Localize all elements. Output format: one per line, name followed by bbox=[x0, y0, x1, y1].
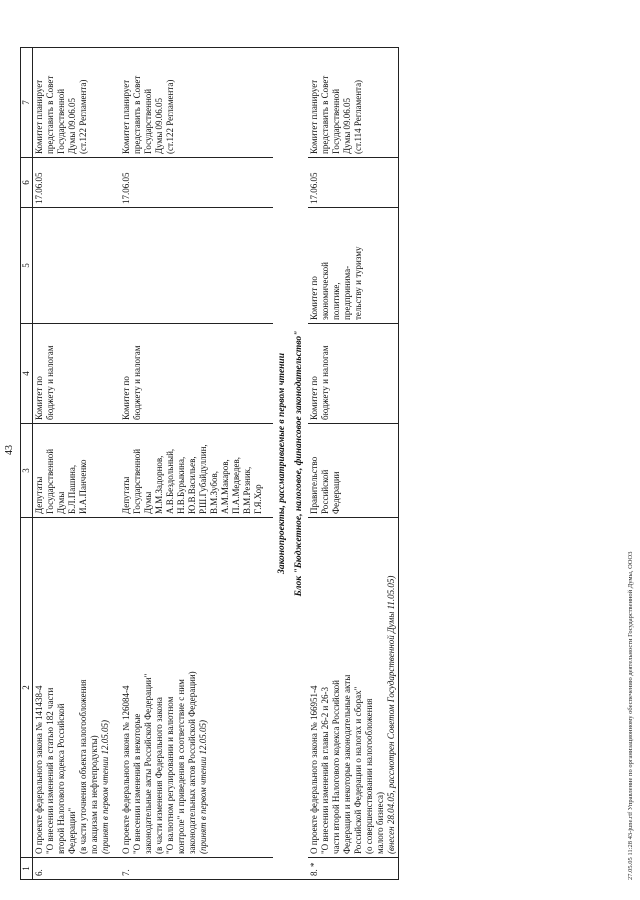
table-row bbox=[308, 48, 399, 880]
text-line: "О внесении изменений в главы 26-2 и 26-3 bbox=[320, 686, 330, 854]
text-line: (в части изменения Федерального закона bbox=[154, 697, 164, 854]
text-line: Государственной bbox=[331, 88, 341, 154]
text-line: представить в Совет bbox=[45, 75, 55, 154]
column-header: 6 bbox=[21, 158, 33, 208]
column-header: 7 bbox=[21, 48, 33, 158]
bill-description bbox=[308, 518, 399, 858]
text-line: законодательные акты Российской Федерации" bbox=[143, 673, 153, 854]
text-line: малого бизнеса) bbox=[375, 792, 385, 854]
column-number-row bbox=[21, 48, 33, 880]
text-line: (ст.122 Регламента) bbox=[165, 79, 175, 154]
row-number: 7. bbox=[120, 858, 265, 880]
table-row bbox=[33, 48, 113, 880]
bill-status-note: (принят в первом чтении 12.05.05) bbox=[100, 720, 110, 854]
bill-description bbox=[33, 518, 113, 858]
deadline-date: 17.06.05 bbox=[33, 158, 113, 208]
bill-status-note: (принят в первом чтении 12.05.05) bbox=[198, 720, 208, 854]
text-line: Государственной bbox=[56, 88, 66, 154]
text-line: Думы bbox=[56, 491, 66, 514]
text-line: Российской Федерации о налогах и сборах" bbox=[353, 686, 363, 854]
co-committee bbox=[308, 208, 399, 324]
text-line: А.М.Макаров, bbox=[220, 459, 230, 514]
text-line: О проекте федерального закона № 126084-4 bbox=[121, 685, 131, 854]
text-line: О проекте федерального закона № 141438-4 bbox=[34, 685, 44, 854]
text-line: Депутаты bbox=[121, 476, 131, 514]
text-line: (ст.122 Регламента) bbox=[78, 79, 88, 154]
text-line: П.А.Медведев, bbox=[231, 457, 241, 514]
text-line: Думы 09.06.05 bbox=[342, 97, 352, 154]
text-line: Ю.В.Васильев, bbox=[187, 456, 197, 514]
responsible-committee bbox=[120, 324, 265, 424]
deadline-date: 17.06.05 bbox=[308, 158, 399, 208]
text-line: политике, bbox=[331, 282, 341, 320]
text-line: экономической bbox=[320, 262, 330, 320]
bill-status-note: (внесен 28.04.05, рассмотрен Советом Государственной Думы 11.05.05) bbox=[386, 575, 396, 854]
text-line: Федерации и некоторые законодательные акты bbox=[342, 674, 352, 854]
text-line: Р.Ш.Губайдуллин, bbox=[198, 444, 208, 514]
text-line: (о совершенствовании налогообложения bbox=[364, 698, 374, 854]
text-line: Думы 09.06.05 bbox=[154, 97, 164, 154]
text-line: Г.Я.Хор bbox=[253, 484, 263, 514]
co-committee bbox=[33, 208, 113, 324]
text-line: Комитет по bbox=[121, 376, 131, 420]
text-line: Б.Л.Пашина, bbox=[67, 464, 77, 514]
text-line: Комитет планирует bbox=[309, 79, 319, 154]
responsible-committee bbox=[308, 324, 399, 424]
text-line: тельству и туризму bbox=[353, 246, 363, 320]
page-footer: 27.05.05 11:28 43-june.rtf Управление по организационному обеспечению деятельности Государственной Думы, ООО3 bbox=[627, 551, 634, 880]
column-header: 2 bbox=[21, 518, 33, 858]
column-header: 1 bbox=[21, 858, 33, 880]
table-row bbox=[120, 48, 265, 880]
text-line: Н.В.Бурыкина, bbox=[176, 456, 186, 514]
text-line: Российской bbox=[320, 469, 330, 514]
committee-plan bbox=[120, 48, 265, 158]
bill-description bbox=[120, 518, 265, 858]
section-heading-row bbox=[273, 48, 308, 880]
text-line: законодательных актов Российской Федерации) bbox=[187, 671, 197, 854]
text-line: Комитет планирует bbox=[121, 79, 131, 154]
row-spacer bbox=[112, 48, 120, 880]
text-line: Депутаты bbox=[34, 476, 44, 514]
column-header: 5 bbox=[21, 208, 33, 324]
text-line: Государственной bbox=[132, 448, 142, 514]
text-line: Думы 09.06.05 bbox=[67, 97, 77, 154]
committee-plan bbox=[33, 48, 113, 158]
responsible-committee bbox=[33, 324, 113, 424]
text-line: А.В.Бездольный, bbox=[165, 448, 175, 514]
text-line: бюджету и налогам bbox=[45, 345, 55, 420]
text-line: Комитет по bbox=[309, 376, 319, 420]
deadline-date: 17.06.05 bbox=[120, 158, 265, 208]
text-line: И.А.Панченко bbox=[78, 459, 88, 514]
text-line: Комитет по bbox=[309, 276, 319, 320]
bill-author bbox=[33, 424, 113, 518]
bill-author bbox=[120, 424, 265, 518]
section-title: Законопроекты, рассматриваемые в первом чтении bbox=[277, 353, 287, 575]
text-line: "О валютном регулировании и валютном bbox=[165, 696, 175, 854]
text-line: В.М.Зубов, bbox=[209, 471, 219, 514]
text-line: бюджету и налогам bbox=[132, 345, 142, 420]
co-committee bbox=[120, 208, 265, 324]
text-line: по акцизам на нефтепродукты) bbox=[89, 735, 99, 854]
column-header: 3 bbox=[21, 424, 33, 518]
text-line: Комитет планирует bbox=[34, 79, 44, 154]
text-line: О проекте федерального закона № 166951-4 bbox=[309, 685, 319, 854]
text-line: представить в Совет bbox=[132, 75, 142, 154]
bills-table bbox=[20, 47, 399, 880]
column-header: 4 bbox=[21, 324, 33, 424]
page-number: 43 bbox=[4, 445, 15, 455]
text-line: предпринима- bbox=[342, 265, 352, 320]
text-line: контроле" и приведения в соответствие с ним bbox=[176, 679, 186, 854]
text-line: (в части уточнения объекта налогообложения bbox=[78, 679, 88, 854]
bill-author bbox=[308, 424, 399, 518]
text-line: "О внесении изменений в статью 182 части bbox=[45, 687, 55, 854]
text-line: Государственной bbox=[143, 88, 153, 154]
text-line: В.М.Резник, bbox=[242, 466, 252, 514]
text-line: Думы bbox=[143, 491, 153, 514]
block-title: Блок "Бюджетное, налоговое, финансовое законодательство" bbox=[294, 330, 304, 597]
text-line: (ст.114 Регламента) bbox=[353, 79, 363, 154]
text-line: представить в Совет bbox=[320, 75, 330, 154]
text-line: Федерации bbox=[331, 471, 341, 514]
text-line: Правительство bbox=[309, 456, 319, 514]
text-line: Комитет по bbox=[34, 376, 44, 420]
text-line: второй Налогового кодекса Российской bbox=[56, 703, 66, 854]
text-line: Государственной bbox=[45, 448, 55, 514]
text-line: М.М.Задорнов, bbox=[154, 455, 164, 514]
row-number: 6. bbox=[33, 858, 113, 880]
text-line: бюджету и налогам bbox=[320, 345, 330, 420]
text-line: части второй Налогового кодекса Российской bbox=[331, 680, 341, 854]
committee-plan bbox=[308, 48, 399, 158]
row-number: 8. * bbox=[308, 858, 399, 880]
text-line: "О внесении изменений в некоторые bbox=[132, 713, 142, 854]
text-line: Федерации" bbox=[67, 807, 77, 854]
row-spacer bbox=[265, 48, 273, 880]
